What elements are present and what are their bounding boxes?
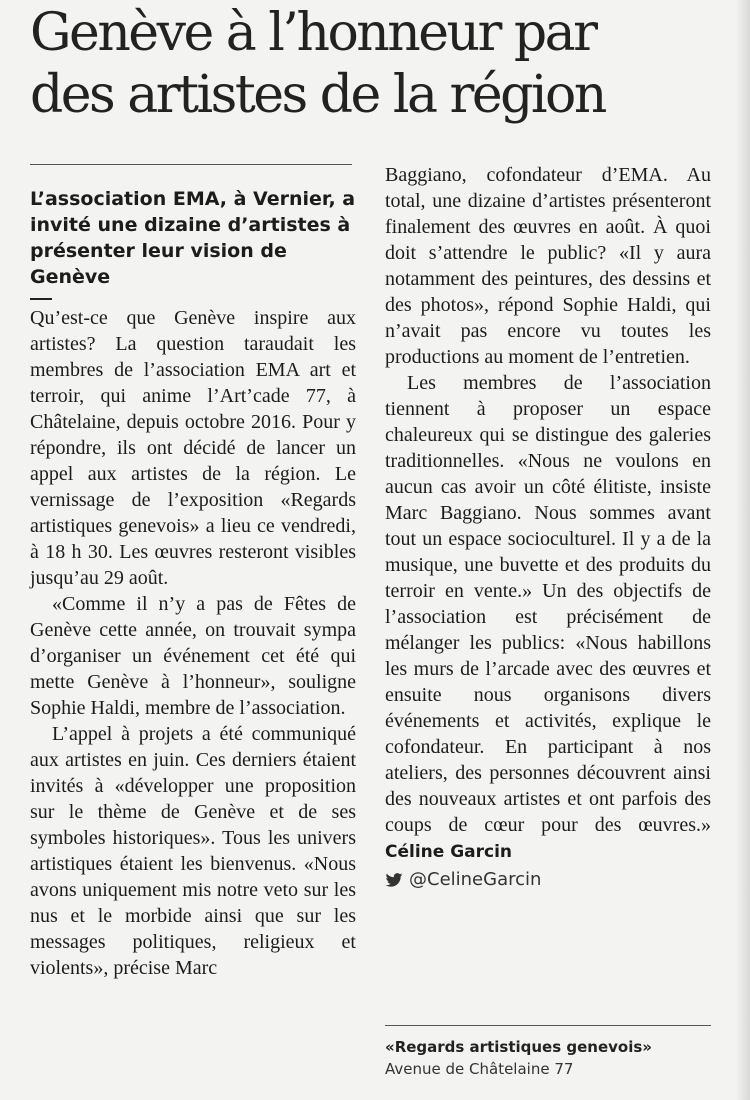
body-paragraph: L’appel à projets a été communiqué aux artistes en juin. Ces derniers étaient invités à «développer une proposition sur le thème de Genève et de ses symboles historiques». Tous les univers artistiques étaient les bienvenus. «Nous avons uniquement mis notre veto sur les nus et le morbide ainsi que sur les messages politiques, religieux et violents», précise Marc — [30, 723, 356, 979]
headline-divider — [30, 164, 352, 165]
page-edge-shadow — [736, 0, 750, 1100]
lead-underline — [30, 298, 52, 300]
headline-line-1: Genève à l’honneur par — [30, 3, 596, 63]
article-column-left — [30, 186, 356, 981]
body-paragraph — [385, 370, 711, 865]
body-paragraph: Qu’est-ce que Genève inspire aux artistes? La question taraudait les membres de l’association EMA art et terroir, qui anime l’Art’cade 77, à Châtelaine, depuis octobre 2016. Pour y répondre, ils ont décidé de lancer un appel aux artistes de la région. Le vernissage de l’exposition «Regards artistiques genevois» a lieu ce vendredi, à 18 h 30. Les œuvres resteront visibles jusqu’au 29 août. — [30, 307, 356, 589]
author-twitter[interactable] — [385, 867, 711, 893]
headline-line-2: des artistes de la région — [30, 65, 605, 125]
article-headline — [30, 2, 720, 126]
info-box-divider — [385, 1025, 711, 1026]
twitter-handle: @CelineGarcin — [409, 869, 542, 890]
info-box-title: «Regards artistiques genevois» — [385, 1038, 652, 1056]
article-column-right — [385, 162, 711, 893]
twitter-bird-icon — [385, 873, 403, 887]
info-box-address: Avenue de Châtelaine 77 — [385, 1060, 574, 1078]
body-paragraph-text: Les membres de l’association tiennent à proposer un espace chaleureux qui se distingue des galeries traditionnelles. «Nous ne voulons en aucun cas avoir un côté élitiste, insiste Marc Baggiano. Nous sommes avant tout un espace socioculturel. Il y a de la musique, une buvette et des produits du terroir en vente.» Un des objectifs de l’association est précisément de mélanger les publics: «Nous habillons les murs de l’arcade avec des œuvres et ensuite nous organisons divers événements et activités, explique le cofondateur. En participant à nos ateliers, des personnes découvrent ainsi des nouveaux artistes et ont parfois des coups de cœur pour des œuvres.» — [385, 372, 711, 836]
body-paragraph: Baggiano, cofondateur d’EMA. Au total, une dizaine d’artistes présenteront finalement des œuvres en août. À quoi doit s’attendre le public? «Il y aura notamment des peintures, des dessins et des photos», répond Sophie Haldi, qui n’avait pas encore vu toutes les productions au moment de l’entretien. — [385, 164, 711, 368]
article-lead: L’association EMA, à Vernier, a invité une dizaine d’artistes à présenter leur vision de Genève — [30, 188, 356, 288]
author-signature: Céline Garcin — [385, 842, 513, 862]
body-paragraph: «Comme il n’y a pas de Fêtes de Genève cette année, on trouvait sympa d’organiser un événement cet été qui mette Genève à l’honneur», souligne Sophie Haldi, membre de l’association. — [30, 593, 356, 719]
